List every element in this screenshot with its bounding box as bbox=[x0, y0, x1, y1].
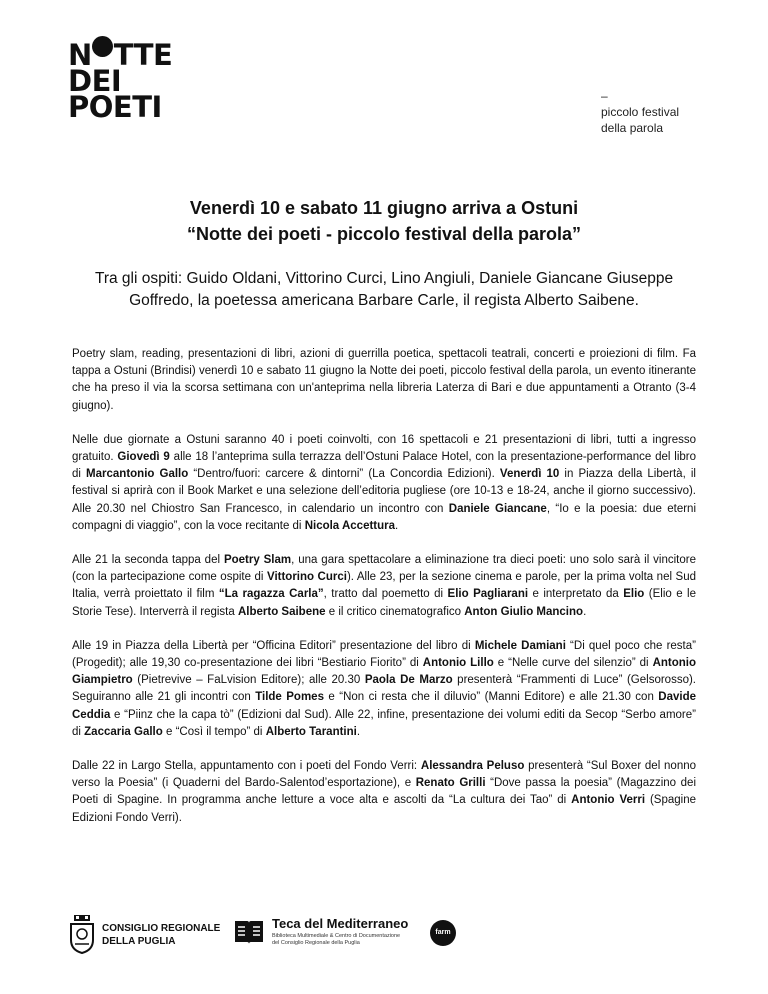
bold-name: Anton Giulio Mancino bbox=[464, 605, 584, 618]
teca-title: Teca del Mediterraneo bbox=[272, 916, 409, 931]
title-line1: Venerdì 10 e sabato 11 giugno arriva a Ostuni bbox=[189, 198, 579, 218]
paragraph-1: Poetry slam, reading, presentazioni di libri, azioni di guerrilla poetica, spettacoli teatrali, concerti e proiezioni di film. Fa tappa a Ostuni (Brindisi) venerdì 10 e sabato 11 giugno la Notte dei poeti, piccolo festival della parola, un evento itinerante che ha preso il via la scorsa settimana con un'anteprima nella libreria Laterza di Bari e due appuntamenti a Otranto (3-4 giugno). bbox=[72, 348, 696, 412]
teca-sub1: Biblioteca Multimediale & Centro di Documentazione bbox=[272, 933, 401, 939]
bold-name: Davide Ceddia bbox=[72, 691, 696, 721]
bold-name: Zaccaria Gallo bbox=[84, 725, 163, 738]
bold-name: Tilde Pomes bbox=[255, 691, 324, 704]
paragraph-4: Alle 19 in Piazza della Libertà per “Officina Editori” presentazione del libro di Michele Damiani “Di quel poco che resta” (Progedit); alle 19,30 co-presentazione dei libri “Bestiario Fiorito” di Antonio Lillo e “Nelle curve del silenzio” di Antonio Giampietro (Pietrevive – FaLvision Editore); alle 20.30 Paola De Marzo presenterà “Frammenti di Luce” (Gelsorosso). Seguiranno alle 21 gli incontri con Tilde Pomes e “Non ci resta che il diluvio” (Manni Editore) e alle 21.30 con Davide Ceddia e “Piinz che la capa tò” (Edizioni dal Sud). Alle 22, infine, presentazione dei volumi editi da Secop “Serbo amore” di Zaccaria Gallo e “Così il tempo” di Alberto Tarantini. bbox=[72, 639, 696, 738]
logo-letter-n: N bbox=[68, 38, 92, 72]
consiglio-regionale-logo-text bbox=[102, 922, 220, 948]
paragraph-5: Dalle 22 in Largo Stella, appuntamento con i poeti del Fondo Verri: Alessandra Peluso presenterà “Sul Boxer del nonno verso la Poesia” (i Quaderni del Bardo-Salentod’esportazione), e Renato Grilli “Dove passa la poesia” (Magazzino dei Poeti di Spagine. In programma anche letture a voce alta e ascolti da “La cultura dei Tao” di Antonio Verri (Spagine Edizioni Fondo Verri). bbox=[72, 760, 697, 824]
bold-name: Renato Grilli bbox=[415, 777, 486, 790]
paragraph-3: Alle 21 la seconda tappa del Poetry Slam, una gara spettacolare a eliminazione tra dieci poeti: uno solo sarà il vincitore (con la partecipazione come ospite di Vittorino Curci). Alle 23, per la sezione cinema e parole, per la prima volta nel Sud Italia, verrà proiettato il film “La ragazza Carla”, tratto dal poemetto di Elio Pagliarani e interpretato da Elio (Elio e le Storie Tese). Interverrà il regista Alberto Saibene e il critico cinematografico Anton Giulio Mancino. bbox=[72, 554, 697, 618]
logo-line-poeti: POETI bbox=[68, 90, 162, 124]
paragraph-2: Nelle due giornate a Ostuni saranno 40 i poeti coinvolti, con 16 spettacoli e 21 presentazioni di libri, tutti a ingresso gratuito. Giovedì 9 alle 18 l’anteprima sulla terrazza dell’Ostuni Palace Hotel, con la presentazione-performance del libro di Marcantonio Gallo “Dentro/fuori: carcere & dintorni” (La Concordia Edizioni). Venerdì 10 in Piazza della Libertà, il festival si aprirà con il Book Market e una selezione dell’editoria pugliese (ore 10-13 e 18-24, anche il giorno successivo). Alle 20.30 nel Chiostro San Francesco, in calendario un incontro con Daniele Giancane, “Io e la poesia: due eterni compagni di viaggio”, con la voce recitante di Nicola Accettura. bbox=[72, 433, 697, 532]
tagline-line1: piccolo festival bbox=[601, 105, 680, 119]
bold-name: Poetry Slam bbox=[223, 554, 292, 567]
bold-name: Elio Pagliarani bbox=[447, 588, 529, 601]
guests-subtitle: Tra gli ospiti: Guido Oldani, Vittorino Curci, Lino Angiuli, Daniele Giancane Giuseppe Goffredo, la poetessa americana Barbare Carle, il regista Alberto Saibene. bbox=[94, 270, 674, 309]
notte-dei-poeti-logo bbox=[68, 38, 188, 124]
bold-name: Elio bbox=[623, 588, 645, 601]
tagline-line2: della parola bbox=[601, 121, 664, 135]
article-body bbox=[72, 346, 696, 844]
bold-name: Antonio Verri bbox=[571, 794, 646, 807]
logo-letters-tte: TTE bbox=[113, 38, 173, 72]
bold-name: Antonio Giampietro bbox=[72, 657, 696, 687]
bold-name: Giovedì 9 bbox=[117, 451, 170, 464]
sponsor-footer bbox=[0, 912, 768, 962]
teca-sub2: del Consiglio Regionale della Puglia bbox=[272, 940, 360, 946]
press-release-title bbox=[0, 195, 768, 247]
bold-name: Alessandra Peluso bbox=[420, 760, 525, 773]
festival-tagline bbox=[601, 88, 679, 136]
bold-name: “La ragazza Carla” bbox=[218, 588, 324, 601]
logo-line-dei: DEI bbox=[68, 64, 122, 98]
bold-name: Venerdì 10 bbox=[499, 468, 560, 481]
bold-name: Daniele Giancane bbox=[448, 502, 547, 515]
title-line2: “Notte dei poeti - piccolo festival della parola” bbox=[186, 224, 582, 244]
consiglio-line2: DELLA PUGLIA bbox=[102, 936, 176, 947]
tagline-dash: – bbox=[601, 89, 608, 103]
bold-name: Alberto Tarantini bbox=[265, 725, 357, 738]
bold-name: Marcantonio Gallo bbox=[86, 468, 189, 481]
bold-name: Nicola Accettura bbox=[304, 519, 396, 532]
farm-logo: farm bbox=[430, 920, 456, 946]
teca-subtitle bbox=[272, 933, 400, 947]
logo-dot-icon bbox=[92, 36, 113, 57]
consiglio-line1: CONSIGLIO REGIONALE bbox=[102, 923, 221, 934]
bold-name: Antonio Lillo bbox=[422, 657, 494, 670]
bold-name: Alberto Saibene bbox=[237, 605, 326, 618]
regional-crest-icon bbox=[68, 914, 96, 954]
bold-name: Paola De Marzo bbox=[364, 674, 453, 687]
bold-name: Michele Damiani bbox=[474, 639, 566, 652]
book-icon bbox=[234, 918, 264, 946]
bold-name: Vittorino Curci bbox=[266, 571, 347, 584]
